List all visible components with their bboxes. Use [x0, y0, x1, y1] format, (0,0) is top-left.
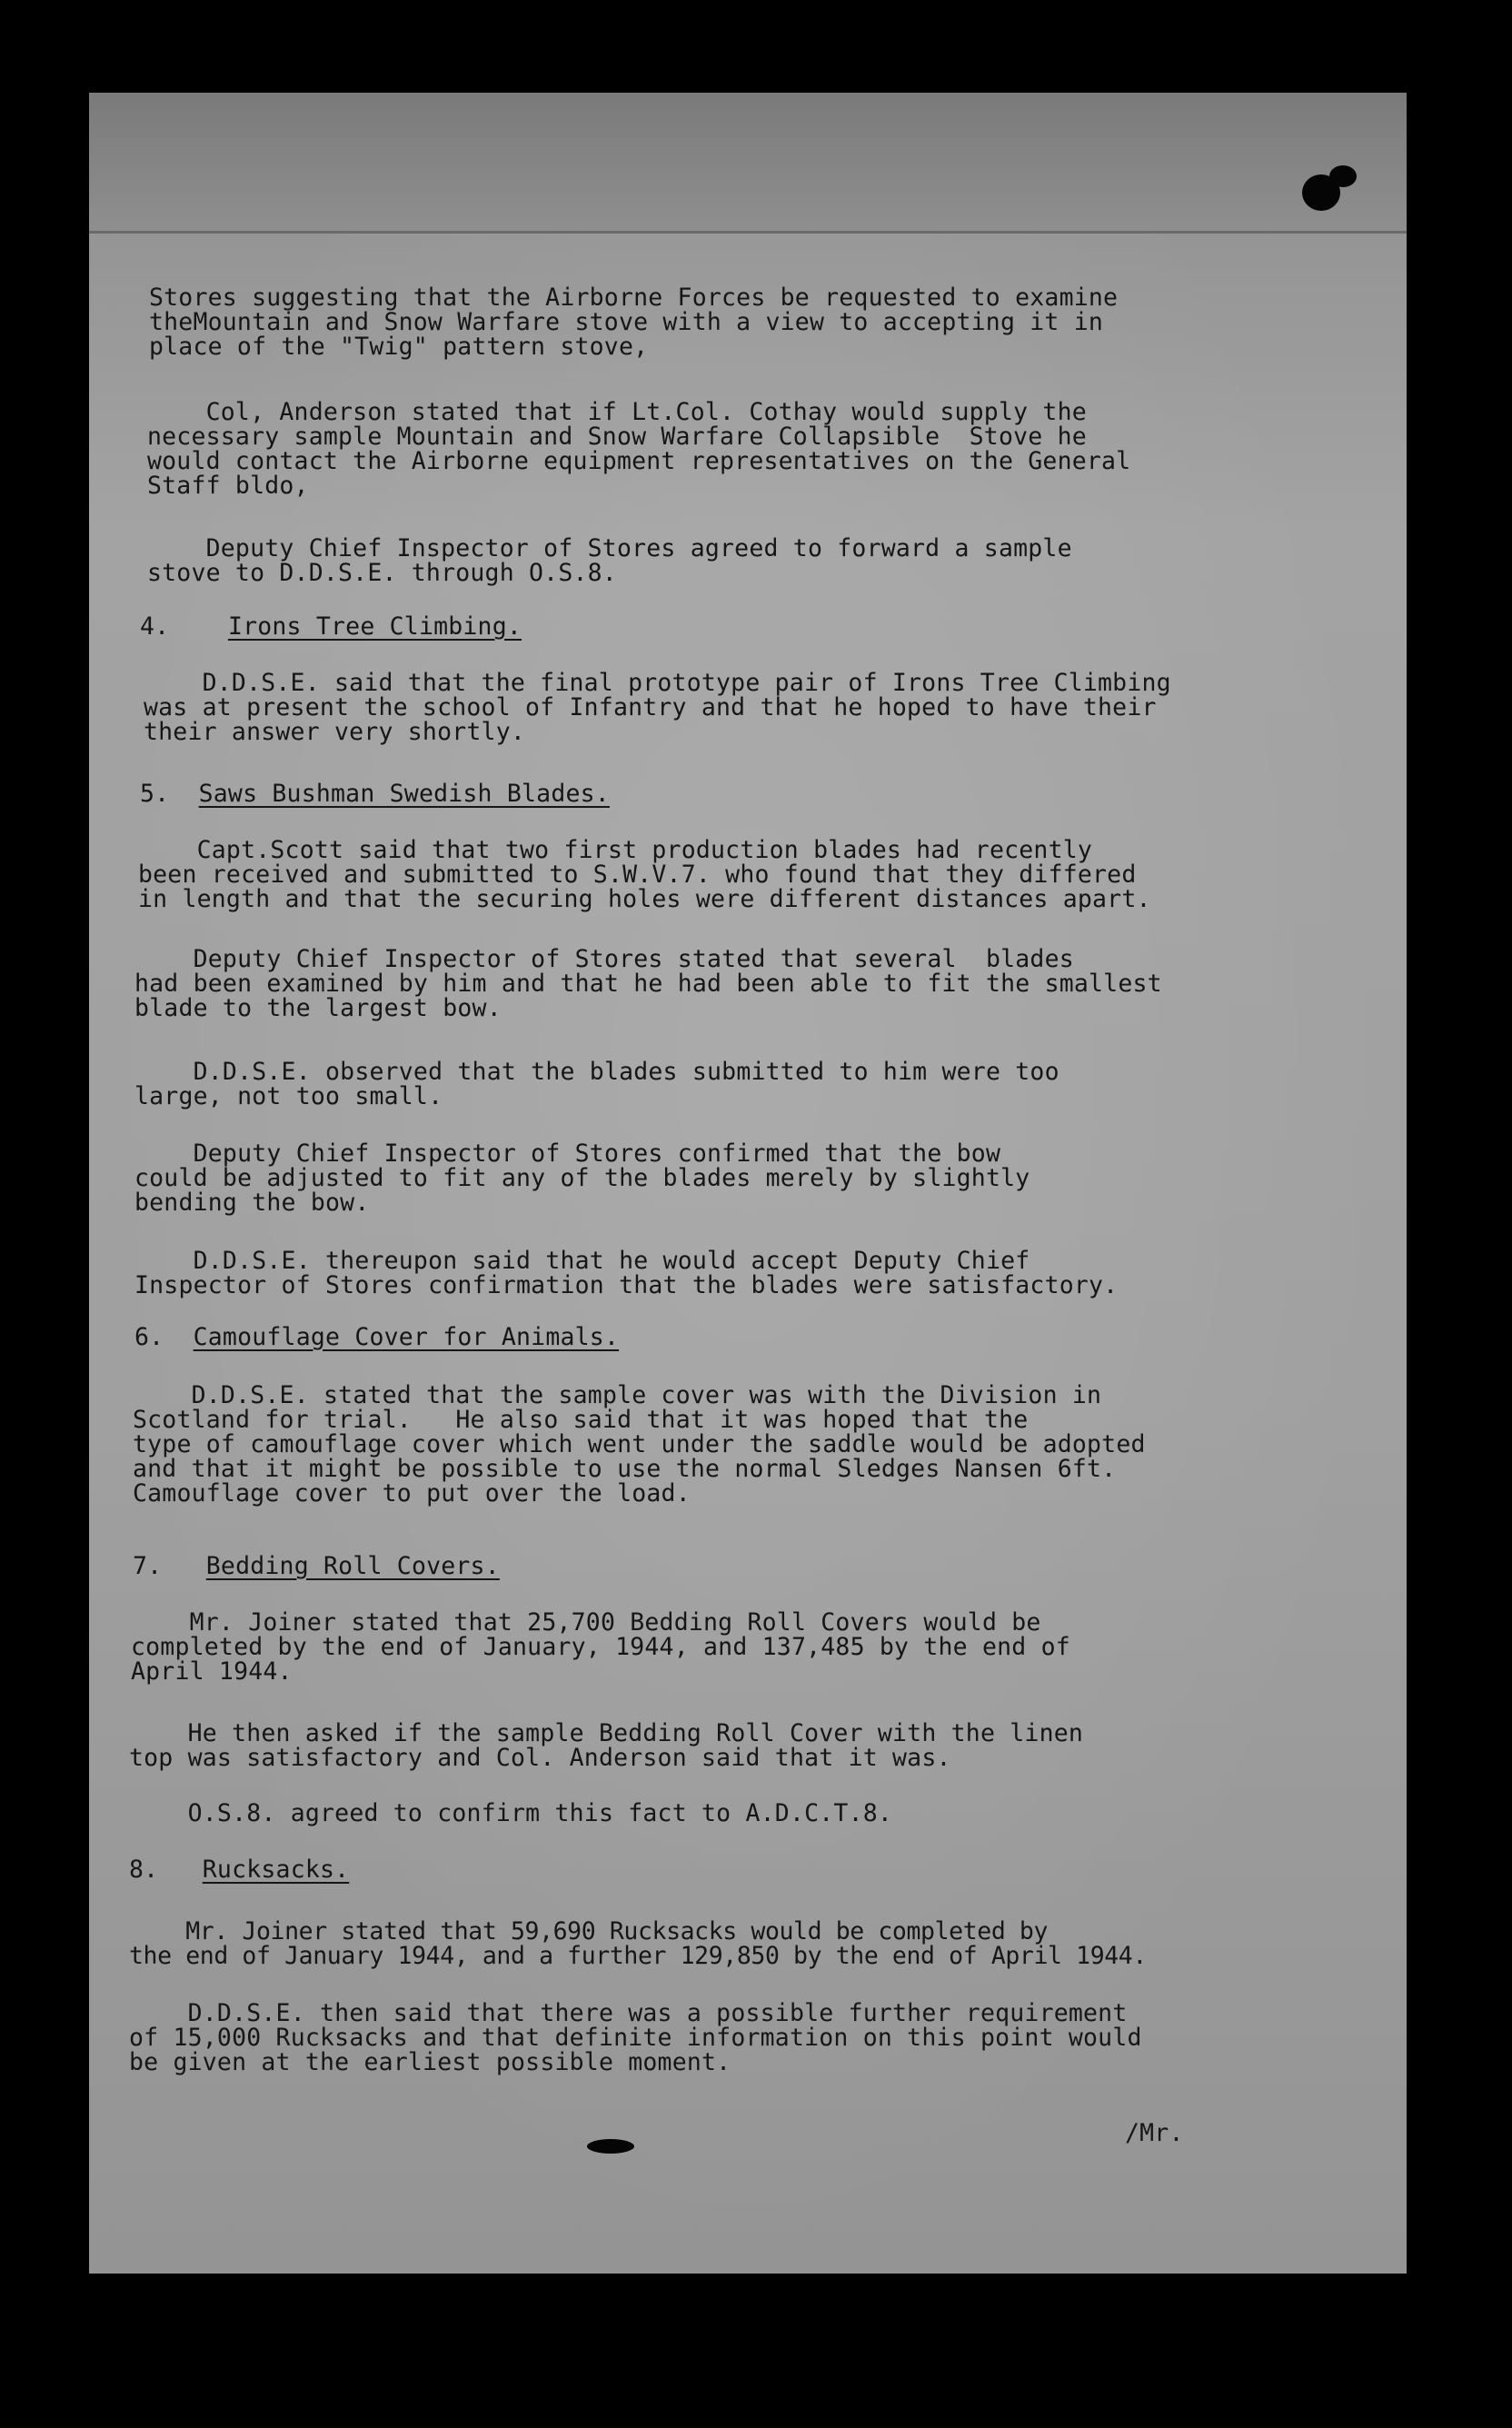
catchword: /Mr. — [1125, 2119, 1184, 2147]
section-title: Saws Bushman Swedish Blades. — [198, 780, 610, 808]
paragraph-blades-large: D.D.S.E. observed that the blades submitted to him were too large, not too small. — [134, 1058, 1059, 1110]
paragraph-linen-top: He then asked if the sample Bedding Roll Cover with the linen top was satisfactory and Col. Anderson said that it was. — [129, 1719, 1084, 1772]
paragraph-irons-tree: D.D.S.E. said that the final prototype pair of Irons Tree Climbing was at present the school of Infantry and that he hoped to have their their answer very shortly. — [144, 669, 1171, 746]
paragraph-capt-scott: Capt.Scott said that two first production blades had recently been received and submitted to S.W.V.7. who found that they differed in length and that the securing holes were different distances apart. — [138, 836, 1151, 913]
heading-saws-bushman — [140, 781, 610, 806]
heading-camouflage-cover — [134, 1325, 619, 1349]
section-title: Rucksacks. — [202, 1856, 350, 1884]
paragraph-blades-examined: Deputy Chief Inspector of Stores stated that several blades had been examined by him and that he had been able to fit the smallest blade to the largest bow. — [134, 945, 1162, 1022]
section-title: Camouflage Cover for Animals. — [193, 1323, 620, 1351]
section-number: 5. — [140, 780, 170, 808]
section-number: 7. — [133, 1552, 163, 1580]
section-title: Irons Tree Climbing. — [227, 612, 522, 641]
section-number: 8. — [129, 1856, 159, 1884]
heading-rucksacks — [129, 1857, 349, 1882]
paragraph-rucksacks-completed: Mr. Joiner stated that 59,690 Rucksacks would be completed by the end of January 1944, and a further 129,850 by the end of April 1944. — [129, 1917, 1147, 1970]
paragraph-sample-stove: Deputy Chief Inspector of Stores agreed to forward a sample stove to D.D.S.E. through O.S.8. — [147, 534, 1072, 587]
document-text — [89, 93, 1407, 2274]
paragraph-airborne-stove: Stores suggesting that the Airborne Forces be requested to examine theMountain and Snow Warfare stove with a view to accepting it in place of the "Twig" pattern stove, — [149, 284, 1119, 361]
document-sheet — [89, 93, 1407, 2274]
section-number: 4. — [140, 612, 170, 641]
paragraph-bow-adjusted: Deputy Chief Inspector of Stores confirmed that the bow could be adjusted to fit any of the blades merely by slightly bending the bow. — [134, 1139, 1030, 1217]
section-title: Bedding Roll Covers. — [205, 1552, 500, 1580]
heading-irons-tree-climbing — [140, 614, 522, 639]
paragraph-camouflage: D.D.S.E. stated that the sample cover was with the Division in Scotland for trial. He also said that it was hoped that the type of camouflage cover which went under the saddle would be adopted and that it might be possible to use the normal Sledges Nansen 6ft. Camouflage cover to put over the load. — [133, 1381, 1146, 1508]
paragraph-anderson: Col, Anderson stated that if Lt.Col. Cothay would supply the necessary sample Mountain and Snow Warfare Collapsible Stove he would contact the Airborne equipment representatives on the General Staff bldo, — [147, 398, 1131, 500]
paragraph-os8-confirm: O.S.8. agreed to confirm this fact to A.D.C.T.8. — [129, 1799, 893, 1827]
paragraph-further-requirement: D.D.S.E. then said that there was a possible further requirement of 15,000 Rucksacks and that definite information on this point would be given at the earliest possible moment. — [129, 1999, 1142, 2076]
paragraph-accept-confirmation: D.D.S.E. thereupon said that he would accept Deputy Chief Inspector of Stores confirmation that the blades were satisfactory. — [134, 1247, 1119, 1299]
heading-bedding-roll — [133, 1554, 500, 1578]
section-number: 6. — [134, 1323, 164, 1351]
paragraph-bedding-completed: Mr. Joiner stated that 25,700 Bedding Roll Covers would be completed by the end of January, 1944, and 137,485 by the end of April 1944. — [131, 1608, 1070, 1686]
